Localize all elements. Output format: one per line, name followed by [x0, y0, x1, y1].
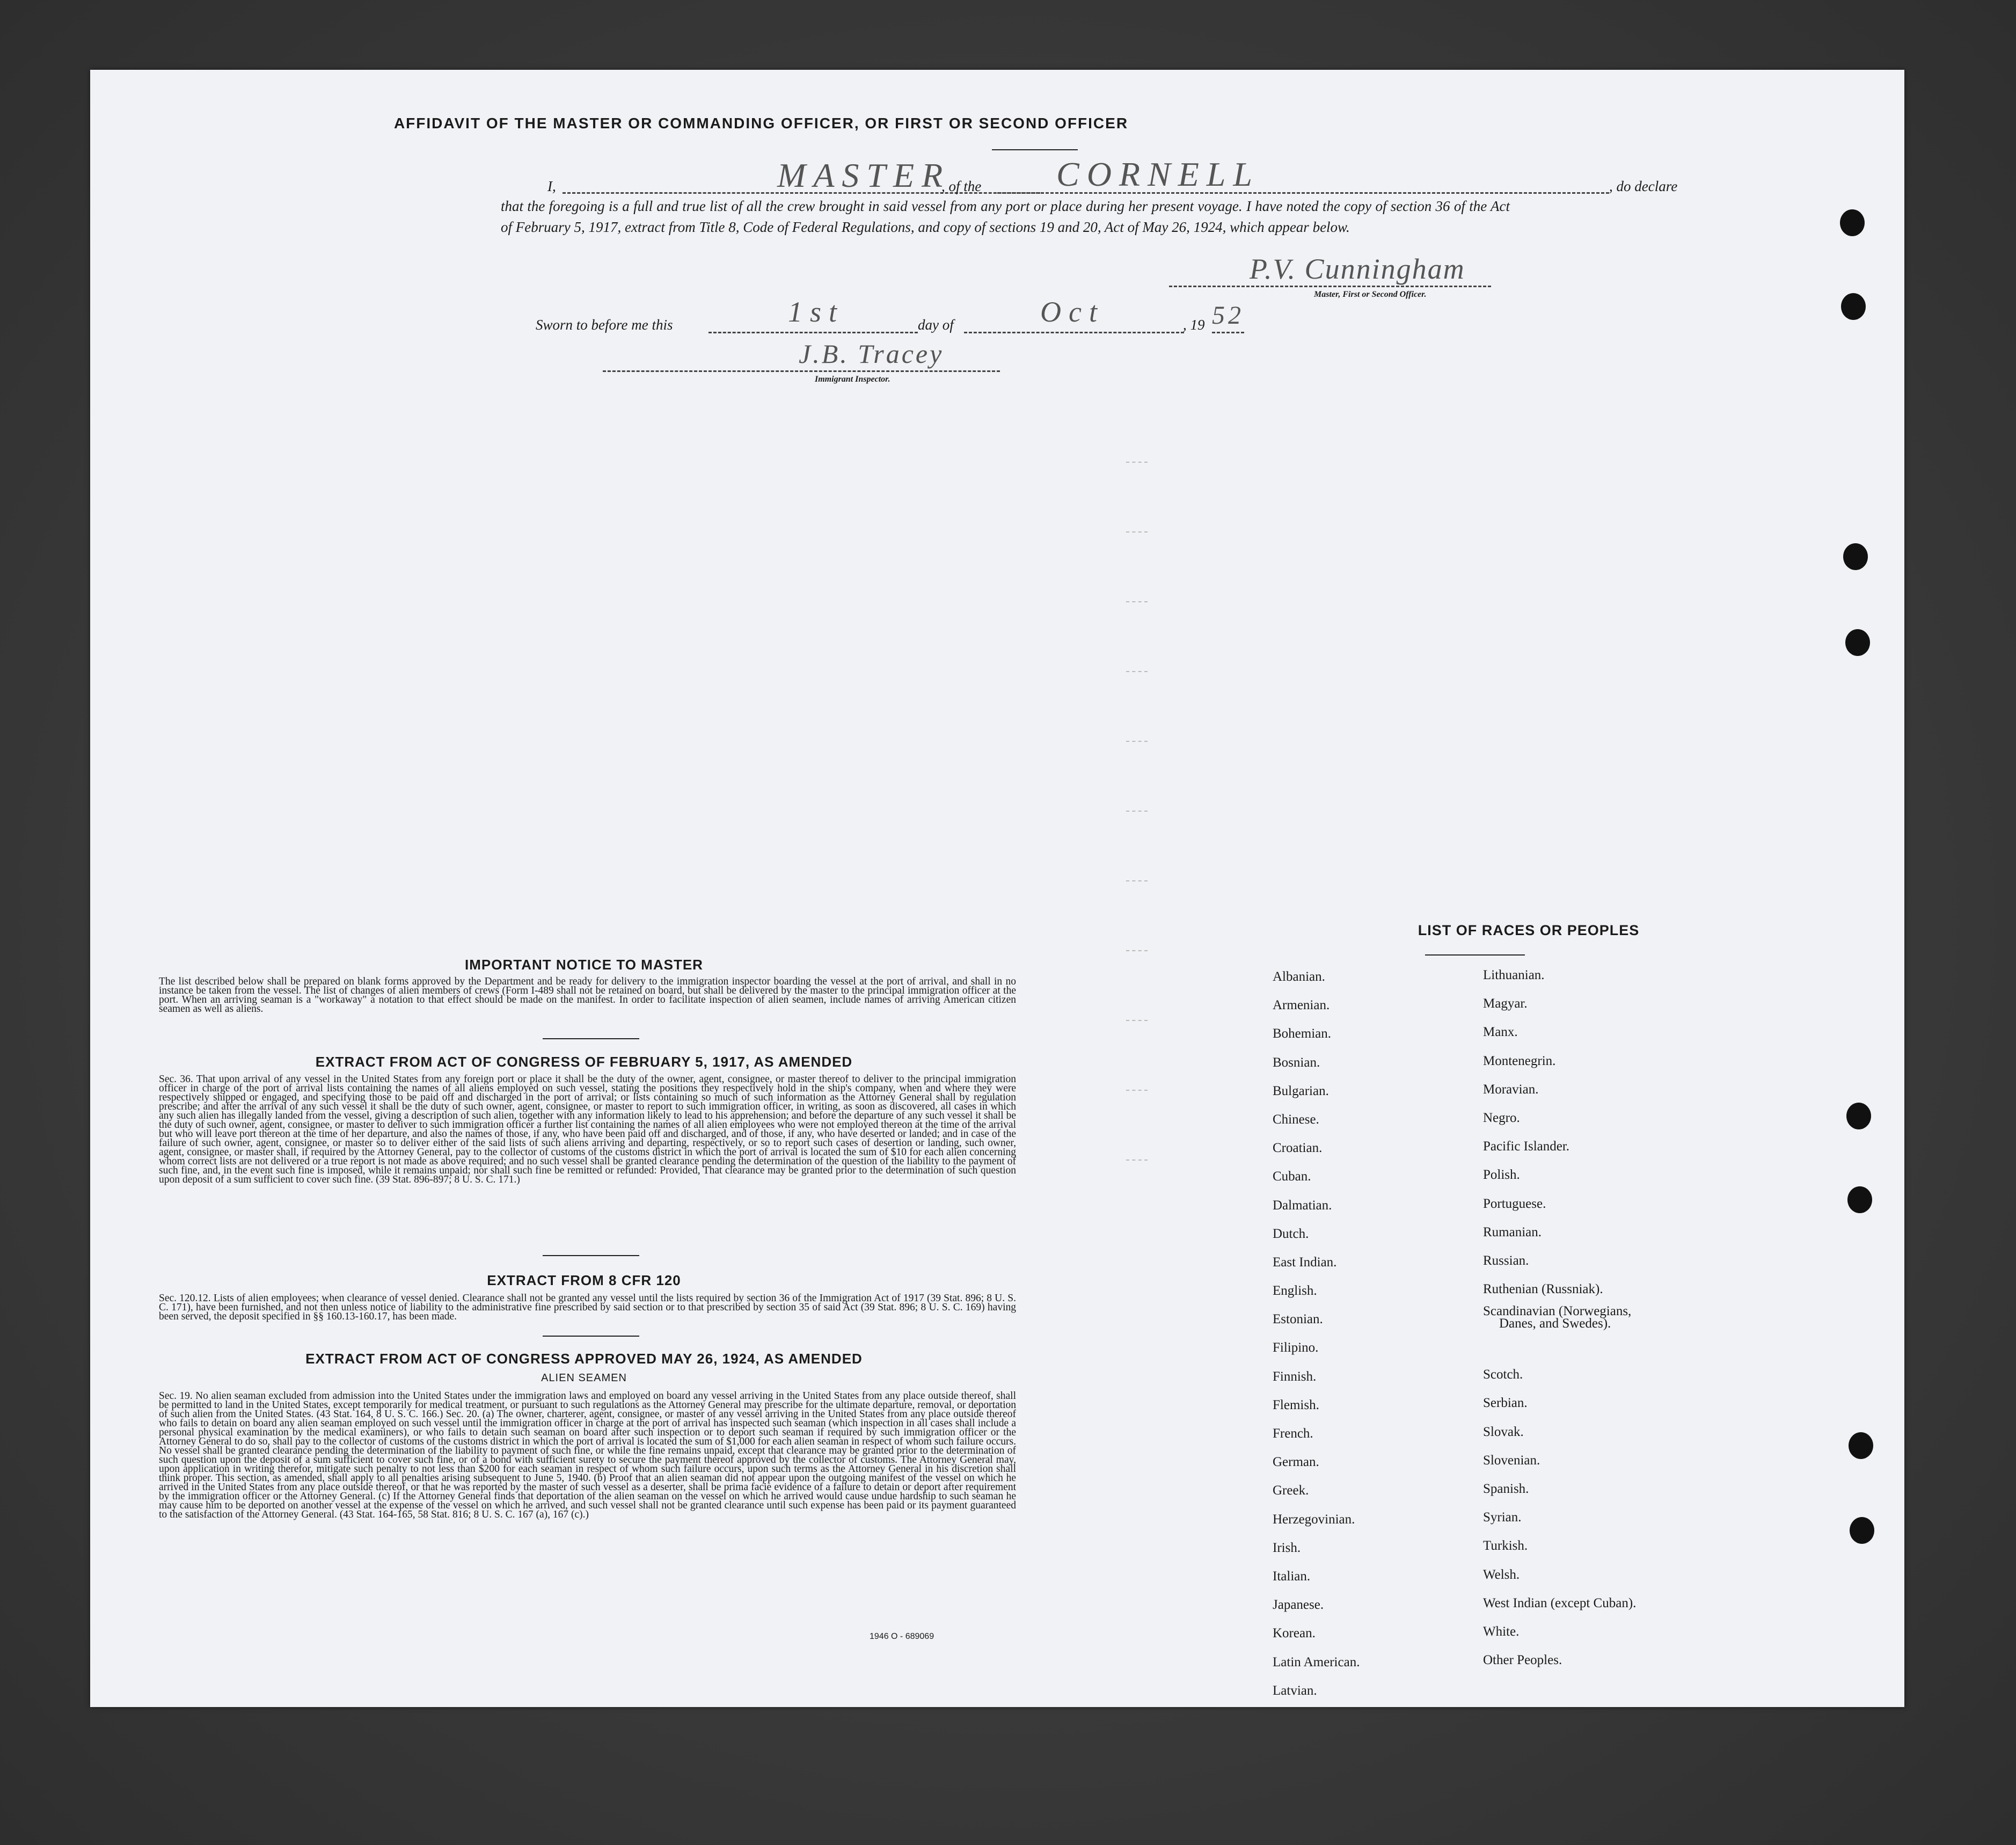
race-item: English. [1273, 1284, 1317, 1299]
race-item: Chinese. [1273, 1112, 1319, 1127]
race-item: Russian. [1483, 1253, 1529, 1268]
race-item: Japanese. [1273, 1598, 1324, 1613]
race-item: Dalmatian. [1273, 1198, 1332, 1213]
race-item: Scotch. [1483, 1367, 1523, 1382]
extract-8cfr-divider [543, 1336, 639, 1337]
faint-tick [1126, 811, 1148, 812]
race-item: Greek. [1273, 1483, 1309, 1498]
race-item: Flemish. [1273, 1397, 1319, 1412]
race-item: Latvian. [1273, 1683, 1317, 1698]
race-item: Lithuanian. [1483, 968, 1545, 982]
extract-8cfr-body: Sec. 120.12. Lists of alien employees; when clearance of vessel denied. Clearance shall not be granted any vessel until the lists required by section 36 of the Immigration Act of 1917 (39 Stat. 896; 8 U. S. C. 171), have been furnished, and not then unless notice of liability to the administrative fine prescribed by said section or to that prescribed by section 35 of said Act (39 Stat. 896; 8 U. S. C. 169) having been served, the deposit specified in §§ 160.13-160.17, has been made. [159, 1293, 1016, 1322]
race-item: Bohemian. [1273, 1026, 1332, 1041]
day-of-label: day of [918, 317, 954, 333]
faint-tick [1126, 1159, 1148, 1161]
race-item: Herzegovinian. [1273, 1512, 1355, 1527]
race-item: Bosnian. [1273, 1055, 1320, 1070]
race-item: Albanian. [1273, 969, 1325, 984]
faint-tick [1126, 950, 1148, 951]
race-item: French. [1273, 1426, 1313, 1441]
race-item: Other Peoples. [1483, 1653, 1562, 1668]
race-item: Dutch. [1273, 1226, 1309, 1241]
race-item: Montenegrin. [1483, 1053, 1556, 1068]
notice-body: The list described below shall be prepared on blank forms approved by the Department and be ready for delivery to the immigration inspector boarding the vessel at the port of arrival, and shall in no instance be taken from the vessel. The list of changes of alien members of crews (Form I-489 shall not be retained on board, but shall be delivered by the master to the principal immigration officer at the port. When an arriving seaman is a "workaway" a notation to that effect should be made on the manifest. In order to facilitate inspection of alien seamen, include names of arriving American citizen seamen as well as aliens. [159, 976, 1016, 1015]
races-title: LIST OF RACES OR PEOPLES [1418, 922, 1640, 938]
form-page [90, 70, 1904, 1707]
month-handwriting: Oct [1040, 296, 1105, 328]
race-item: Filipino. [1273, 1340, 1319, 1355]
month-line [964, 332, 1184, 333]
punch-hole [1846, 1103, 1871, 1129]
race-item: Syrian. [1483, 1510, 1522, 1525]
race-item: Slovak. [1483, 1424, 1524, 1439]
race-item: Ruthenian (Russniak). [1483, 1282, 1603, 1297]
day-line [708, 332, 918, 333]
inspector-caption: Immigrant Inspector. [815, 375, 890, 384]
punch-hole [1850, 1517, 1874, 1544]
inspector-handwriting: J.B. Tracey [799, 339, 944, 369]
races-divider [1425, 954, 1525, 956]
punch-hole [1847, 1186, 1872, 1213]
faint-tick [1126, 1090, 1148, 1091]
punch-hole [1843, 543, 1868, 570]
faint-tick [1126, 671, 1148, 672]
race-item: Danes, and Swedes). [1499, 1316, 1611, 1331]
races-column-1 [1273, 962, 1360, 1705]
year-line [1212, 332, 1244, 333]
race-item: Polish. [1483, 1168, 1520, 1183]
inspector-line [603, 370, 1000, 372]
do-declare-label: , do declare [1609, 178, 1678, 194]
races-column-2 [1483, 961, 1636, 1674]
punch-hole [1849, 1432, 1873, 1459]
race-item: Armenian. [1273, 998, 1330, 1013]
race-item: Serbian. [1483, 1396, 1528, 1411]
punch-hole [1841, 293, 1866, 320]
faint-tick [1126, 531, 1148, 533]
faint-tick [1126, 1020, 1148, 1021]
vessel-handwriting: CORNELL [1056, 155, 1260, 193]
extract-1917-body: Sec. 36. That upon arrival of any vessel in the United States from any foreign port or place it shall be the duty of the owner, agent, consignee, or master thereof to deliver to the principal immigration officer in charge of the port of arrival lists containing the names of all aliens employed on such vessel, stating the positions they respectively hold in the ship's company, when and where they were respectively shipped or engaged, and specifying those to be paid off and discharged in the port of arrival; or lists containing so much of such information as the Attorney General shall by regulation prescribe; and after the arrival of any such vessel it shall be the duty of such owner, agent, consignee, or master to report to such immigration officer, in writing, as soon as discovered, all cases in which any such alien has illegally landed from the vessel, giving a description of such alien, together with any information likely to lead to his apprehension; and before the departure of any such vessel it shall be the duty of such owner, agent, consignee, or master to deliver to such immigration officer a further list containing the names of all alien employees who were not employed thereon at the time of the arrival but who will leave port thereon at the time of her departure, and also the names of those, if any, who have been paid off and discharged, and of those, if any, who have deserted or landed; and in case of the failure of such owner, agent, consignee, or master so to deliver either of the said lists of such aliens arriving and departing, respectively, or so to report such cases of desertion or landing, such owner, agent, consignee, or master shall, if required by the Attorney General, pay to the collector of customs of the customs district in which the port of arrival is located the sum of $10 for each alien concerning whom correct lists are not delivered or a true report is not made as above required; and no such vessel shall be granted clearance pending the determination of the question of the liability to the payment of such fine, and, in the event such fine is imposed, while it remains unpaid; nor shall such fine be remitted or refunded: Provided, That clearance may be granted prior to the determination of such question upon deposit of a sum sufficient to cover such fine. (39 Stat. 896-897; 8 U. S. C. 171.) [159, 1074, 1016, 1185]
race-item: Pacific Islander. [1483, 1139, 1570, 1154]
race-item: Moravian. [1483, 1082, 1539, 1097]
extract-8cfr-title: EXTRACT FROM 8 CFR 120 [487, 1272, 681, 1288]
notice-title: IMPORTANT NOTICE TO MASTER [465, 957, 703, 973]
extract-1924-title: EXTRACT FROM ACT OF CONGRESS APPROVED MAY 26, 1924, AS AMENDED [305, 1351, 863, 1367]
signer-caption: Master, First or Second Officer. [1314, 290, 1427, 299]
signature-line [1169, 286, 1491, 287]
extract-1917-divider [543, 1255, 639, 1256]
race-item: Manx. [1483, 1025, 1518, 1040]
faint-tick [1126, 880, 1148, 881]
extract-1924-subtitle: ALIEN SEAMEN [541, 1372, 627, 1384]
race-item: Irish. [1273, 1540, 1301, 1555]
day-handwriting: 1st [788, 296, 845, 328]
race-item: Scandinavian (Norwegians, [1483, 1304, 1632, 1319]
extract-1924-body: Sec. 19. No alien seaman excluded from admission into the United States under the immigration laws and employed on board any vessel arriving in the United States from any place outside thereof, shall be permitted to land in the United States, except temporarily for medical treatment, or pursuant to such regulations as the Attorney General may prescribe for the ultimate departure, removal, or deportation of such alien from the United States. (43 Stat. 164, 8 U. S. C. 166.) Sec. 20. (a) The owner, charterer, agent, consignee, or master of any vessel arriving in the United States from any place outside thereof who fails to detain on board any alien seaman employed on such vessel until the immigration officer in charge at the port of arrival has inspected such seaman (which inspection in all cases shall include a personal physical examination by the medical examiners), or who fails to detain such seaman on board after such inspection or to deport such seaman if required by such immigration officer or the Attorney General to do so, shall pay to the collector of customs of the customs district in which the port of arrival is located the sum of $1,000 for each alien seaman in respect of whom such failure occurs. No vessel shall be granted clearance pending the determination of the liability to payment of such fine, or while the fine remains unpaid, except that clearance may be granted prior to the determination of such question upon the deposit of a sum sufficient to cover such fine, or of a bond with sufficient surety to secure the payment thereof approved by the collector of customs. The Attorney General may, upon application in writing therefor, mitigate such penalty to not less than $200 for each seaman in respect of whom such failure occurs, upon such terms as the Attorney General in his discretion shall think proper. This section, as amended, shall apply to all penalties arising subsequent to June 5, 1940. (b) Proof that an alien seaman did not appear upon the outgoing manifest of the vessel on which he arrived in the United States from any place outside thereof, or that he was reported by the master of such vessel as a deserter, shall be prima facie evidence of a failure to detain or deport after requirement by the immigration officer or the Attorney General. (c) If the Attorney General finds that deportation of the alien seaman on the vessel on which he arrived would cause undue hardship to such seaman he may cause him to be deported on another vessel at the expense of the vessel on which he arrived, and such vessel shall not be granted clearance until such expense has been paid or its payment guaranteed to the satisfaction of the Attorney General. (43 Stat. 164-165, 58 Stat. 816; 8 U. S. C. 167 (a), 167 (c).) [159, 1390, 1016, 1520]
extract-1917-title: EXTRACT FROM ACT OF CONGRESS OF FEBRUARY 5, 1917, AS AMENDED [315, 1054, 853, 1070]
title-divider [992, 149, 1078, 150]
punch-hole [1840, 209, 1865, 236]
race-item: Croatian. [1273, 1141, 1323, 1156]
race-item: Latin American. [1273, 1654, 1360, 1669]
race-item: German. [1273, 1455, 1319, 1470]
race-item: Italian. [1273, 1569, 1311, 1584]
name-handwriting: MASTER [777, 156, 951, 194]
faint-tick [1126, 741, 1148, 742]
race-item: Bulgarian. [1273, 1083, 1329, 1098]
faint-tick [1126, 601, 1148, 602]
race-item: Negro. [1483, 1110, 1520, 1125]
race-item: Magyar. [1483, 996, 1528, 1011]
race-item: Cuban. [1273, 1169, 1311, 1184]
faint-tick [1126, 462, 1148, 463]
year-prefix: , 19 [1183, 317, 1205, 333]
signature-handwriting: P.V. Cunningham [1250, 253, 1465, 285]
affidavit-body: that the foregoing is a full and true list of all the crew brought in said vessel from any port or place during her present voyage. I have noted the copy of section 36 of the Act of February 5, 1917, extract from Title 8, Code of Federal Regulations, and copy of sections 19 and 20, Act of May 26, 1924, which appear below. [501, 198, 1510, 235]
race-item: Estonian. [1273, 1312, 1323, 1327]
race-item: East Indian. [1273, 1255, 1337, 1270]
race-item: Welsh. [1483, 1567, 1520, 1582]
race-item: White. [1483, 1624, 1520, 1639]
punch-hole [1845, 629, 1870, 656]
affidavit-title: AFFIDAVIT OF THE MASTER OR COMMANDING OFFICER, OR FIRST OR SECOND OFFICER [393, 115, 1129, 132]
sworn-label: Sworn to before me this [536, 317, 673, 333]
race-item: Slovenian. [1483, 1453, 1540, 1468]
i-label: I, [547, 178, 556, 194]
race-item: Korean. [1273, 1626, 1316, 1641]
race-item: Spanish. [1483, 1482, 1529, 1496]
notice-divider [543, 1038, 639, 1039]
year-handwriting: 52 [1212, 301, 1244, 330]
print-code: 1946 O - 689069 [870, 1632, 934, 1641]
race-item: Finnish. [1273, 1369, 1317, 1384]
race-item: Turkish. [1483, 1538, 1528, 1554]
of-the-label: , of the [941, 178, 982, 194]
race-item: Portuguese. [1483, 1196, 1546, 1211]
race-item: West Indian (except Cuban). [1483, 1595, 1637, 1610]
race-item: Rumanian. [1483, 1224, 1542, 1239]
